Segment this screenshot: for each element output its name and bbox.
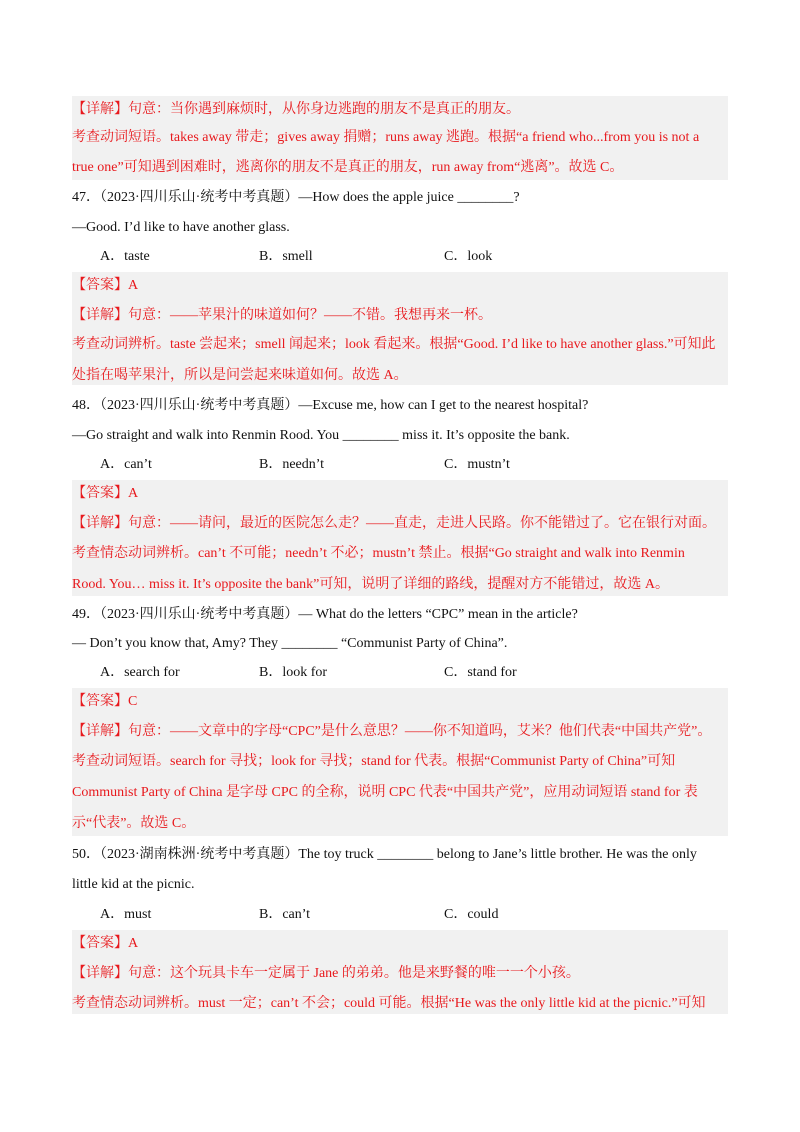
explanation-line: 考查动词辨析。taste 尝起来；smell 闻起来；look 看起来。根据“Good. I’d like to have another glass.”可知此 (72, 337, 716, 352)
explanation-line: 考查动词短语。search for 寻找；look for 寻找；stand for 代表。根据“Communist Party of China”可知 (72, 754, 676, 769)
explanation-line: 示“代表”。故选 C。 (72, 816, 196, 831)
explanation-line: 考查动词短语。takes away 带走；gives away 捐赠；runs away 逃跑。根据“a friend who...from you is not a (72, 130, 700, 145)
option-b[interactable]: B．smell (259, 249, 313, 264)
option-c[interactable]: C．stand for (444, 665, 517, 680)
option-b[interactable]: B．needn’t (259, 457, 325, 472)
option-b[interactable]: B．look for (259, 665, 328, 680)
answer-label: 【答案】A (72, 486, 139, 501)
explanation-line: 【详解】句意：——请问，最近的医院怎么走？——直走，走进人民路。你不能错过了。它在银行对面。 (72, 516, 716, 531)
explanation-line: 【详解】句意：当你遇到麻烦时，从你身边逃跑的朋友不是真正的朋友。 (72, 102, 520, 117)
option-a[interactable]: A．taste (100, 249, 150, 264)
answer-label: 【答案】C (72, 694, 138, 709)
option-c[interactable]: C．mustn’t (444, 457, 510, 472)
explanation-line: 【详解】句意：——文章中的字母“CPC”是什么意思？——你不知道吗，艾米？他们代表“中国共产党”。 (72, 724, 712, 739)
option-c[interactable]: C．look (444, 249, 493, 264)
answer-label: 【答案】A (72, 278, 139, 293)
question-48-dialog: —Go straight and walk into Renmin Rood. You ________ miss it. It’s opposite the bank. (72, 428, 570, 443)
question-47-stem: 47．（2023·四川乐山·统考中考真题）—How does the apple juice ________? (72, 190, 520, 205)
question-50-continued: little kid at the picnic. (72, 877, 195, 892)
answer-label: 【答案】A (72, 936, 139, 951)
question-49-dialog: — Don’t you know that, Amy? They ________ “Communist Party of China”. (72, 636, 508, 651)
explanation-line: true one”可知遇到困难时，逃离你的朋友不是真正的朋友，run away from“逃离”。故选 C。 (72, 160, 624, 175)
question-48-stem: 48．（2023·四川乐山·统考中考真题）—Excuse me, how can I get to the nearest hospital? (72, 398, 589, 413)
option-c[interactable]: C．could (444, 907, 499, 922)
question-47-dialog: —Good. I’d like to have another glass. (72, 220, 290, 235)
explanation-line: 【详解】句意：——苹果汁的味道如何？——不错。我想再来一杯。 (72, 308, 492, 323)
option-a[interactable]: A．must (100, 907, 152, 922)
explanation-line: Rood. You… miss it. It’s opposite the bank”可知，说明了详细的路线，提醒对方不能错过，故选 A。 (72, 577, 669, 592)
explanation-line: 处指在喝苹果汁，所以是问尝起来味道如何。故选 A。 (72, 368, 408, 383)
explanation-line: Communist Party of China 是字母 CPC 的全称，说明 CPC 代表“中国共产党”，应用动词短语 stand for 表 (72, 785, 698, 800)
explanation-line: 考查情态动词辨析。must 一定；can’t 不会；could 可能。根据“He was the only little kid at the picnic.”可知 (72, 996, 706, 1011)
explanation-line: 考查情态动词辨析。can’t 不可能；needn’t 不必；mustn’t 禁止。根据“Go straight and walk into Renmin (72, 546, 685, 561)
option-b[interactable]: B．can’t (259, 907, 311, 922)
question-49-stem: 49．（2023·四川乐山·统考中考真题）— What do the letters “CPC” mean in the article? (72, 607, 578, 622)
explanation-line: 【详解】句意：这个玩具卡车一定属于 Jane 的弟弟。他是来野餐的唯一一个小孩。 (72, 966, 580, 981)
option-a[interactable]: A．can’t (100, 457, 152, 472)
question-50-stem: 50．（2023·湖南株洲·统考中考真题）The toy truck ________ belong to Jane’s little brother. He was the only (72, 847, 697, 862)
option-a[interactable]: A．search for (100, 665, 180, 680)
